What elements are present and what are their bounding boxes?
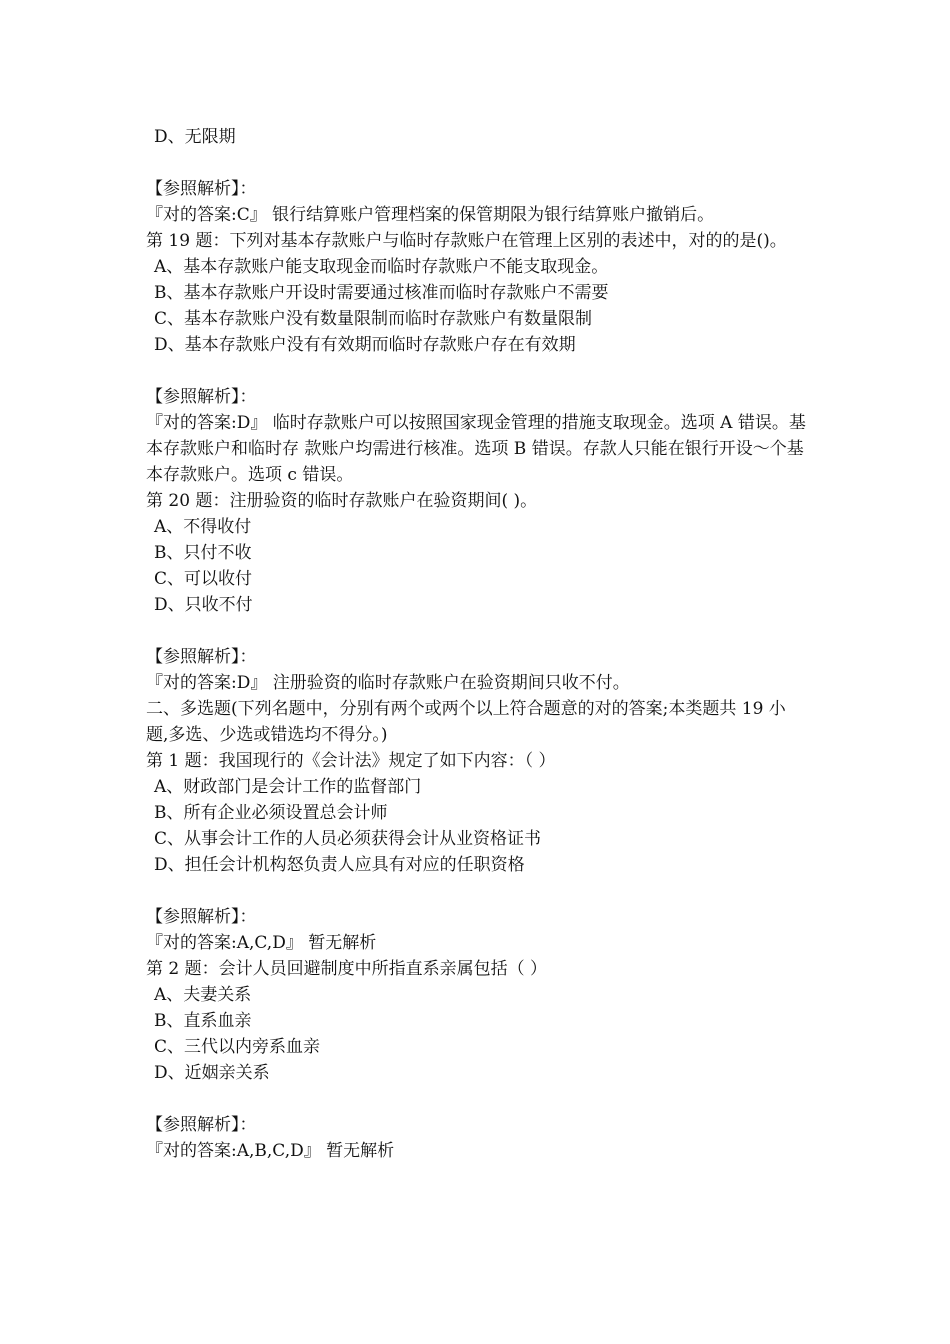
blank-line <box>146 1086 806 1112</box>
answer-option: C、从事会计工作的人员必须获得会计从业资格证书 <box>154 829 542 849</box>
question-text: 第 2 题：会计人员回避制度中所指直系亲属包括（ ） <box>146 959 548 979</box>
blank-line <box>146 878 806 904</box>
answer-option: D、只收不付 <box>154 595 253 615</box>
answer-option: D、近姻亲关系 <box>154 1063 270 1083</box>
answer-option: C、三代以内旁系血亲 <box>154 1037 321 1057</box>
answer-option: A、基本存款账户能支取现金而临时存款账户不能支取现金。 <box>154 257 609 277</box>
analysis-heading: 【参照解析】： <box>146 179 257 199</box>
answer-option: D、担任会计机构怒负责人应具有对应的任职资格 <box>154 855 525 875</box>
blank-line <box>146 618 806 644</box>
blank-line <box>146 150 806 176</box>
answer-option: B、所有企业必须设置总会计师 <box>154 803 388 823</box>
answer-option: D、基本存款账户没有有效期而临时存款账户存在有效期 <box>154 335 576 355</box>
analysis-heading: 【参照解析】： <box>146 647 257 667</box>
question-text: 第 1 题：我国现行的《会计法》规定了如下内容：（ ） <box>146 751 556 771</box>
answer-option: D、无限期 <box>154 127 236 147</box>
answer-option: C、可以收付 <box>154 569 253 589</box>
answer-option: A、财政部门是会计工作的监督部门 <box>154 777 422 797</box>
answer-explanation: 『对的答案:C』 银行结算账户管理档案的保管期限为银行结算账户撤销后。 <box>146 205 715 225</box>
section-heading: 二、多选题(下列名题中，分别有两个或两个以上符合题意的对的答案;本类题共 19 小题,多选、少选或错选均不得分。) <box>146 699 786 745</box>
answer-explanation: 『对的答案:D』 临时存款账户可以按照国家现金管理的措施支取现金。选项 A 错误。基本存款账户和临时存 款账户均需进行核准。选项 B 错误。存款人只能在银行开设～个基本存款账户。选项 c 错误。 <box>146 413 806 485</box>
answer-option: C、基本存款账户没有数量限制而临时存款账户有数量限制 <box>154 309 593 329</box>
document-page <box>146 124 806 1164</box>
answer-option: B、基本存款账户开设时需要通过核准而临时存款账户不需要 <box>154 283 609 303</box>
analysis-heading: 【参照解析】： <box>146 907 257 927</box>
answer-option: B、只付不收 <box>154 543 252 563</box>
analysis-heading: 【参照解析】： <box>146 387 257 407</box>
question-text: 第 19 题：下列对基本存款账户与临时存款账户在管理上区别的表述中，对的的是()。 <box>146 231 787 251</box>
blank-line <box>146 358 806 384</box>
analysis-heading: 【参照解析】： <box>146 1115 257 1135</box>
answer-explanation: 『对的答案:A,B,C,D』 暂无解析 <box>146 1141 395 1161</box>
answer-option: B、直系血亲 <box>154 1011 252 1031</box>
answer-option: A、不得收付 <box>154 517 252 537</box>
answer-explanation: 『对的答案:A,C,D』 暂无解析 <box>146 933 377 953</box>
answer-explanation: 『对的答案:D』 注册验资的临时存款账户在验资期间只收不付。 <box>146 673 630 693</box>
question-text: 第 20 题：注册验资的临时存款账户在验资期间( )。 <box>146 491 538 511</box>
answer-option: A、夫妻关系 <box>154 985 252 1005</box>
